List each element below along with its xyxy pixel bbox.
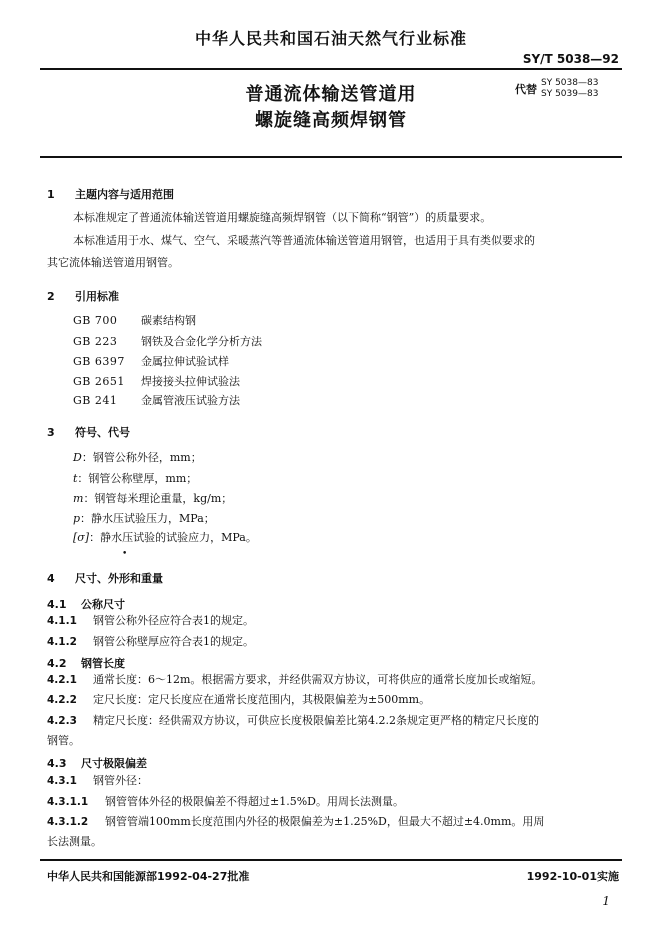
clause-text: 定尺长度：定尺长度应在通常长度范围内，其极限偏差为±500mm。 (93, 693, 431, 706)
section-title: 主题内容与适用范围 (75, 188, 174, 201)
clause-text: 钢管管体外径的极限偏差不得超过±1.5%D。用周长法测量。 (105, 795, 404, 808)
section-number: 2 (47, 290, 55, 303)
reference-code: GB 6397 (73, 355, 125, 368)
clause-4-2-2 (47, 693, 430, 707)
clause-number: 4.3.1.1 (47, 796, 89, 808)
reference-row (73, 333, 262, 349)
section-number: 3 (47, 426, 55, 439)
symbol-definition: ：静水压试验压力，MPa； (80, 512, 215, 525)
subsection-title: 公称尺寸 (81, 598, 125, 611)
subsection-number: 4.2 (47, 657, 67, 670)
clause-text: 精定尺长度：经供需双方协议，可供应长度极限偏差比第4.2.2条规定更严格的精定尺长度的 (93, 714, 539, 727)
clause-4-2-3 (47, 714, 539, 728)
symbol-definition: ：钢管公称外径，mm； (81, 451, 202, 464)
reference-code: GB 241 (73, 394, 118, 407)
reference-code: GB 700 (73, 314, 118, 327)
clause-number: 4.2.1 (47, 674, 77, 686)
replaced-code: SY 5039—83 (541, 89, 599, 99)
symbol-row (73, 490, 232, 506)
clause-4-3-1-2 (47, 815, 544, 829)
clause-text: 钢管管端100mm长度范围内外径的极限偏差为±1.25%D，但最大不超过±4.0mm。用周 (105, 815, 545, 828)
section-heading (47, 570, 163, 586)
reference-name: 碳素结构钢 (141, 314, 196, 327)
symbol: p (73, 512, 81, 525)
subsection-number: 4.1 (47, 598, 67, 611)
header-rule-top (40, 68, 622, 70)
subsection-title: 尺寸极限偏差 (81, 757, 147, 770)
subsection-title: 钢管长度 (81, 657, 125, 670)
reference-row (73, 312, 196, 328)
section-number: 4 (47, 572, 55, 585)
reference-row (73, 353, 229, 369)
paragraph-line: 其它流体输送管道用钢管。 (47, 256, 179, 269)
reference-name: 钢铁及合金化学分析方法 (141, 335, 262, 348)
section-number: 1 (47, 188, 55, 201)
paragraph-line: 本标准适用于水、煤气、空气、采暖蒸汽等普通流体输送管道用钢管，也适用于具有类似要求的 (73, 234, 535, 247)
clause-text: 通常长度：6～12m。根据需方要求，并经供需双方协议，可将供应的通常长度加长或缩短。 (93, 673, 543, 686)
clause-text: 钢管公称壁厚应符合表1的规定。 (93, 635, 254, 648)
clause-continuation: 长法测量。 (47, 835, 102, 848)
clause-number: 4.1.2 (47, 636, 77, 648)
symbol: m (73, 492, 84, 505)
symbol-row (73, 470, 197, 486)
clause-4-3-1-1 (47, 795, 404, 809)
footer-rule (40, 859, 622, 861)
reference-row (73, 373, 240, 389)
issuer-heading: 中华人民共和国石油天然气行业标准 (194, 29, 467, 48)
standard-code: SY/T 5038—92 (522, 52, 619, 66)
clause-number: 4.3.1 (47, 775, 77, 787)
subsection-number: 4.3 (47, 757, 67, 770)
reference-name: 焊接接头拉伸试验法 (141, 375, 240, 388)
symbol-definition: ：钢管公称壁厚，mm； (77, 472, 198, 485)
section-heading (47, 186, 174, 202)
symbol-row (73, 449, 202, 465)
section-title: 符号、代号 (75, 426, 130, 439)
clause-number: 4.2.2 (47, 694, 77, 706)
section-heading (47, 424, 130, 440)
section-heading (47, 288, 119, 304)
reference-code: GB 2651 (73, 375, 125, 388)
header-rule-bottom (40, 156, 622, 158)
replaced-code: SY 5038—83 (541, 78, 599, 88)
reference-row (73, 392, 240, 408)
clause-text: 钢管公称外径应符合表1的规定。 (93, 614, 254, 627)
symbol: D (73, 451, 82, 464)
symbol-definition: ：钢管每米理论重量，kg/m； (83, 492, 233, 505)
clause-4-3-1 (47, 774, 148, 788)
symbol-row (73, 510, 215, 526)
symbol-definition: ：静水压试验的试验应力，MPa。 (89, 531, 257, 544)
section-title: 尺寸、外形和重量 (75, 572, 163, 585)
stray-mark: • (122, 549, 128, 559)
paragraph-line: 本标准规定了普通流体输送管道用螺旋缝高频焊钢管（以下简称“钢管”）的质量要求。 (73, 211, 492, 224)
replaces-codes (541, 78, 598, 100)
effective-date: 1992-10-01实施 (526, 870, 619, 883)
clause-text: 钢管外径： (93, 774, 148, 787)
clause-4-1-1 (47, 614, 254, 628)
clause-4-2-1 (47, 673, 542, 687)
page-number: 1 (602, 894, 610, 908)
section-title: 引用标准 (75, 290, 119, 303)
clause-number: 4.2.3 (47, 715, 77, 727)
reference-name: 金属拉伸试验试样 (141, 355, 229, 368)
subsection-heading (47, 755, 147, 771)
symbol-row (73, 529, 257, 545)
clause-continuation: 钢管。 (47, 734, 80, 747)
title-line-1: 普通流体输送管道用 (245, 84, 417, 105)
reference-name: 金属管液压试验方法 (141, 394, 240, 407)
title-line-2: 螺旋缝高频焊钢管 (255, 110, 407, 131)
approval-line: 中华人民共和国能源部1992-04-27批准 (47, 870, 250, 883)
subsection-heading (47, 655, 125, 671)
clause-number: 4.1.1 (47, 615, 77, 627)
clause-4-1-2 (47, 635, 254, 649)
symbol: [σ] (73, 531, 90, 544)
subsection-heading (47, 596, 125, 612)
replaces-label: 代替 (515, 83, 537, 96)
replaces-block (515, 78, 598, 100)
clause-number: 4.3.1.2 (47, 816, 89, 828)
symbol: t (73, 472, 78, 485)
reference-code: GB 223 (73, 335, 118, 348)
